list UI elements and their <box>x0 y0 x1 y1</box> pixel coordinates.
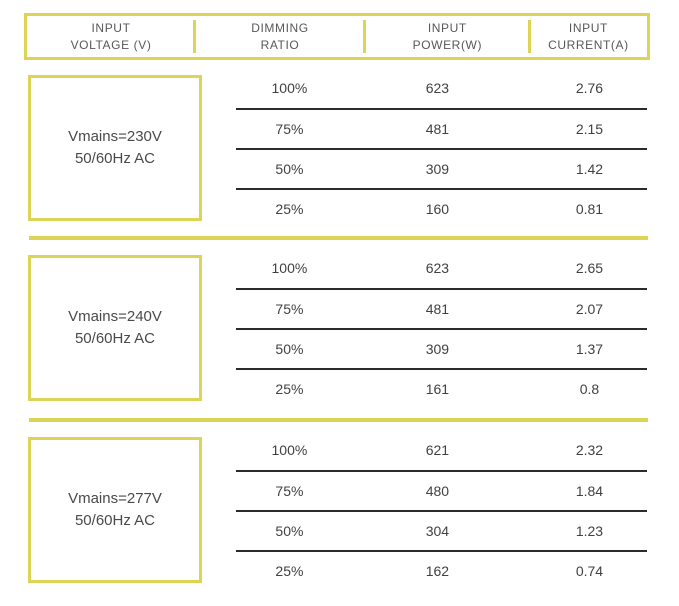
header-line: DIMMING <box>251 21 309 36</box>
input-current-value: 0.8 <box>579 381 600 397</box>
dimming-ratio-value: 75% <box>275 301 304 317</box>
table-row <box>236 68 647 108</box>
dimming-ratio-value: 100% <box>271 260 308 276</box>
dimming-ratio-value: 25% <box>275 381 304 397</box>
input-power-value: 309 <box>425 161 450 177</box>
header-line: POWER(W) <box>412 37 483 52</box>
input-power-value: 160 <box>425 201 450 217</box>
input-current-value: 1.23 <box>575 523 604 539</box>
input-current-value: 0.74 <box>575 563 604 579</box>
header-line: INPUT <box>91 21 131 36</box>
input-power-value: 481 <box>425 121 450 137</box>
voltage-label-box-277v <box>28 437 202 583</box>
voltage-label-box-230v <box>28 75 202 221</box>
input-current-value: 1.37 <box>575 341 604 357</box>
header-line: VOLTAGE (V) <box>70 37 152 52</box>
input-current-value: 2.07 <box>575 301 604 317</box>
table-row <box>236 328 647 368</box>
voltage-label <box>68 488 162 532</box>
voltage-line2: 50/60Hz AC <box>74 512 156 529</box>
voltage-section-240v <box>28 248 679 408</box>
input-power-value: 623 <box>425 260 450 276</box>
voltage-section-277v <box>28 430 679 590</box>
input-current-value: 2.76 <box>575 80 604 96</box>
table-row <box>236 430 647 470</box>
dimming-ratio-value: 25% <box>275 563 304 579</box>
voltage-line2: 50/60Hz AC <box>74 330 156 347</box>
header-line: CURRENT(A) <box>548 37 629 52</box>
table-row <box>236 108 647 148</box>
input-power-value: 309 <box>425 341 450 357</box>
table-row <box>236 288 647 328</box>
header-line: RATIO <box>260 37 300 52</box>
voltage-label-box-240v <box>28 255 202 401</box>
dimming-ratio-value: 75% <box>275 121 304 137</box>
voltage-line1: Vmains=230V <box>68 128 162 146</box>
data-rows-230v <box>236 68 647 228</box>
input-power-value: 161 <box>425 381 450 397</box>
input-power-value: 304 <box>425 523 450 539</box>
table-row <box>236 510 647 550</box>
header-line: INPUT <box>427 21 467 36</box>
voltage-line1: Vmains=240V <box>68 308 162 326</box>
section-divider <box>29 236 648 240</box>
dimming-ratio-value: 100% <box>271 442 308 458</box>
input-current-value: 2.65 <box>575 260 604 276</box>
input-power-value: 623 <box>425 80 450 96</box>
header-input-voltage <box>27 16 195 57</box>
input-current-value: 1.84 <box>575 483 604 499</box>
table-row <box>236 368 647 408</box>
header-dimming-ratio <box>195 16 365 57</box>
dimming-ratio-value: 50% <box>275 523 304 539</box>
voltage-label <box>68 306 162 350</box>
table-row <box>236 470 647 510</box>
dimming-ratio-value: 100% <box>271 80 308 96</box>
table-row <box>236 550 647 590</box>
table-row <box>236 188 647 228</box>
input-current-value: 1.42 <box>575 161 604 177</box>
dimming-ratio-value: 25% <box>275 201 304 217</box>
input-power-value: 480 <box>425 483 450 499</box>
voltage-line1: Vmains=277V <box>68 490 162 508</box>
input-current-value: 2.15 <box>575 121 604 137</box>
input-power-value: 621 <box>425 442 450 458</box>
voltage-line2: 50/60Hz AC <box>74 150 156 167</box>
header-input-current <box>530 16 647 57</box>
input-current-value: 0.81 <box>575 201 604 217</box>
data-rows-277v <box>236 430 647 590</box>
input-power-value: 162 <box>425 563 450 579</box>
input-power-value: 481 <box>425 301 450 317</box>
dimming-ratio-value: 50% <box>275 341 304 357</box>
header-line: INPUT <box>568 21 608 36</box>
header-input-power <box>365 16 530 57</box>
dimming-ratio-value: 75% <box>275 483 304 499</box>
table-header <box>24 13 650 60</box>
table-row <box>236 148 647 188</box>
table-row <box>236 248 647 288</box>
voltage-section-230v <box>28 68 679 228</box>
input-current-value: 2.32 <box>575 442 604 458</box>
voltage-label <box>68 126 162 170</box>
dimming-ratio-value: 50% <box>275 161 304 177</box>
section-divider <box>29 418 648 422</box>
data-rows-240v <box>236 248 647 408</box>
